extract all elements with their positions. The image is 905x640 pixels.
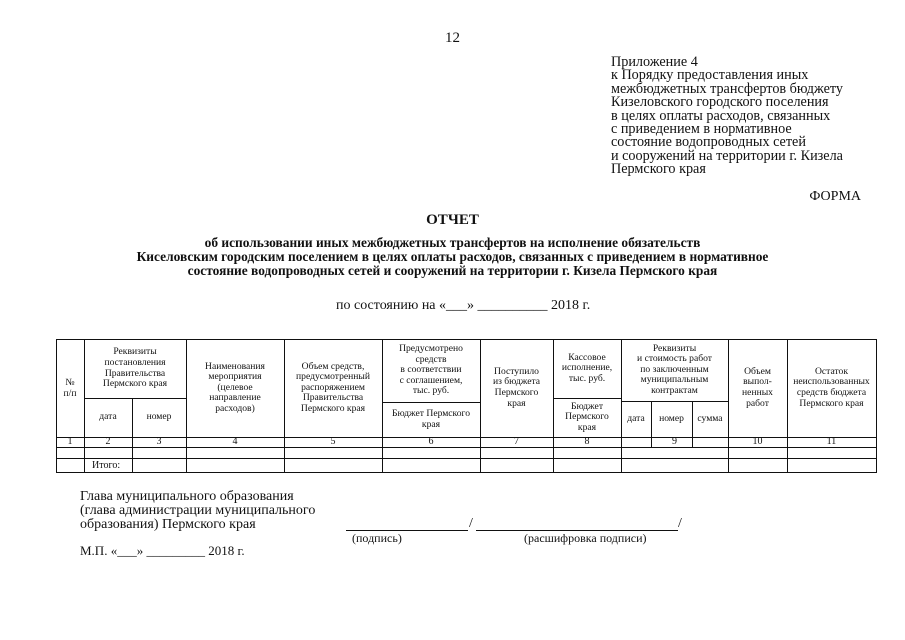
header-line: (целевое <box>217 381 253 393</box>
header-line: в соответствии <box>400 364 462 376</box>
header-line: Реквизиты <box>652 342 697 354</box>
header-funds-volume <box>284 339 382 437</box>
header-line: края <box>507 397 526 409</box>
header-line: распоряжением <box>301 381 365 393</box>
header-line: работ <box>746 397 769 409</box>
header-line: Пермского <box>494 387 539 398</box>
header-line: Пермского <box>565 411 609 423</box>
column-number: 9 <box>672 435 677 447</box>
column-number: 7 <box>514 435 519 447</box>
header-line: по заключенным <box>640 363 709 375</box>
subtitle-line: об использовании иных межбюджетных трансфертов на исполнение обязательств <box>204 235 701 250</box>
column-number: 8 <box>584 435 590 447</box>
header-line: средств бюджета <box>796 387 867 398</box>
header-num-line: № <box>65 377 75 389</box>
subtitle-line: Киселовским городским поселением в целях оплаты расходов, связанных с приведением в нормативное <box>136 249 769 264</box>
signature-line: Глава муниципального образования <box>80 489 294 504</box>
header-received <box>480 339 553 437</box>
header-line: муниципальным <box>640 374 709 386</box>
decode-caption: (расшифровка подписи) <box>524 531 647 545</box>
report-table <box>56 339 876 473</box>
column-number: 11 <box>826 435 837 447</box>
column-number: 5 <box>330 435 336 447</box>
header-perm-budget <box>382 402 480 437</box>
as-of-date: по состоянию на «___» __________ 2018 г. <box>336 298 591 313</box>
decode-slash: / <box>678 516 682 531</box>
appendix-line: с приведением в нормативное <box>611 120 792 137</box>
header-line: Бюджет Пермского <box>391 407 471 419</box>
header-line: Наименования <box>205 360 265 372</box>
header-event-name <box>186 339 284 437</box>
header-line: ненных <box>742 387 773 398</box>
header-line: с соглашением, <box>399 374 463 386</box>
header-line: Поступило <box>494 365 539 377</box>
appendix-line: состояние водопроводных сетей <box>611 134 806 151</box>
header-works-volume <box>728 339 787 437</box>
header-contract-sum: сумма <box>697 412 723 424</box>
column-number: 10 <box>752 435 763 447</box>
header-line: выпол- <box>743 376 772 388</box>
appendix-line: к Порядку предоставления иных <box>611 67 809 84</box>
header-line: Правительства <box>302 392 364 404</box>
header-line: края <box>577 421 597 433</box>
header-resolution-details <box>84 339 186 398</box>
header-line: края <box>421 418 441 430</box>
signature-slash: / <box>469 516 473 531</box>
header-cash-execution <box>553 339 621 398</box>
signature-line: (глава администрации муниципального <box>80 503 316 518</box>
header-line: мероприятия <box>208 371 262 383</box>
header-line: Предусмотрено <box>399 343 463 355</box>
header-line: Правительства <box>104 367 166 379</box>
signature-line: образования) Пермского края <box>80 517 256 532</box>
header-num-line: п/п <box>63 388 77 399</box>
header-line: Кассовое <box>568 351 606 363</box>
header-line: исполнение, <box>561 362 613 374</box>
appendix-line: в целях оплаты расходов, связанных <box>611 107 831 124</box>
header-line: Реквизиты <box>113 346 157 358</box>
appendix-line: и сооружений на территории г. Кизела <box>611 147 843 164</box>
column-number: 4 <box>232 435 238 447</box>
report-subtitle <box>0 236 905 278</box>
subtitle-line: состояние водопроводных сетей и сооружений на территории г. Кизела Пермского края <box>187 263 718 278</box>
header-contract-date: дата <box>627 412 645 424</box>
header-line: Пермского края <box>102 378 168 390</box>
header-line: Остаток <box>814 365 849 377</box>
column-number: 6 <box>428 435 434 447</box>
stamp-date-line: М.П. «___» _________ 2018 г. <box>80 543 245 558</box>
appendix-line: межбюджетных трансфертов бюджету <box>611 80 843 97</box>
header-line: неиспользованных <box>793 376 870 388</box>
header-line: Объем средств, <box>301 360 365 372</box>
appendix-line: Кизеловского городского поселения <box>611 94 829 111</box>
column-number: 3 <box>156 435 162 447</box>
appendix-note <box>611 56 901 177</box>
form-label: ФОРМА <box>809 189 861 204</box>
header-number: номер <box>146 411 172 423</box>
header-line: расходов) <box>215 402 255 414</box>
header-line: контрактам <box>651 384 698 396</box>
header-line: тыс. руб. <box>568 372 606 384</box>
header-contract-number: номер <box>659 412 684 424</box>
total-label: Итого: <box>92 460 121 471</box>
appendix-line: Приложение 4 <box>611 54 698 70</box>
header-provided-funds <box>382 339 480 402</box>
header-contracts <box>621 339 728 401</box>
header-line: средств <box>415 353 447 365</box>
column-number: 1 <box>67 435 73 447</box>
header-num <box>56 369 84 409</box>
header-line: Пермского края <box>799 397 864 409</box>
header-remainder <box>787 339 876 437</box>
column-number: 2 <box>105 435 111 447</box>
signature-block <box>80 490 315 532</box>
header-date: дата <box>99 411 117 423</box>
signature-caption: (подпись) <box>352 531 402 545</box>
header-line: предусмотренный <box>296 371 370 383</box>
header-line: направление <box>209 392 261 404</box>
header-line: Бюджет <box>570 400 604 412</box>
header-line: тыс. руб. <box>412 385 450 397</box>
header-line: Объем <box>744 365 771 377</box>
appendix-line: Пермского края <box>611 161 706 178</box>
header-line: Пермского края <box>300 402 366 414</box>
header-line: и стоимость работ <box>637 353 712 365</box>
header-perm-budget-2 <box>553 398 621 437</box>
header-line: постановления <box>104 356 166 368</box>
report-title: ОТЧЕТ <box>426 212 479 228</box>
page-number: 12 <box>445 30 460 46</box>
header-line: из бюджета <box>492 376 541 388</box>
